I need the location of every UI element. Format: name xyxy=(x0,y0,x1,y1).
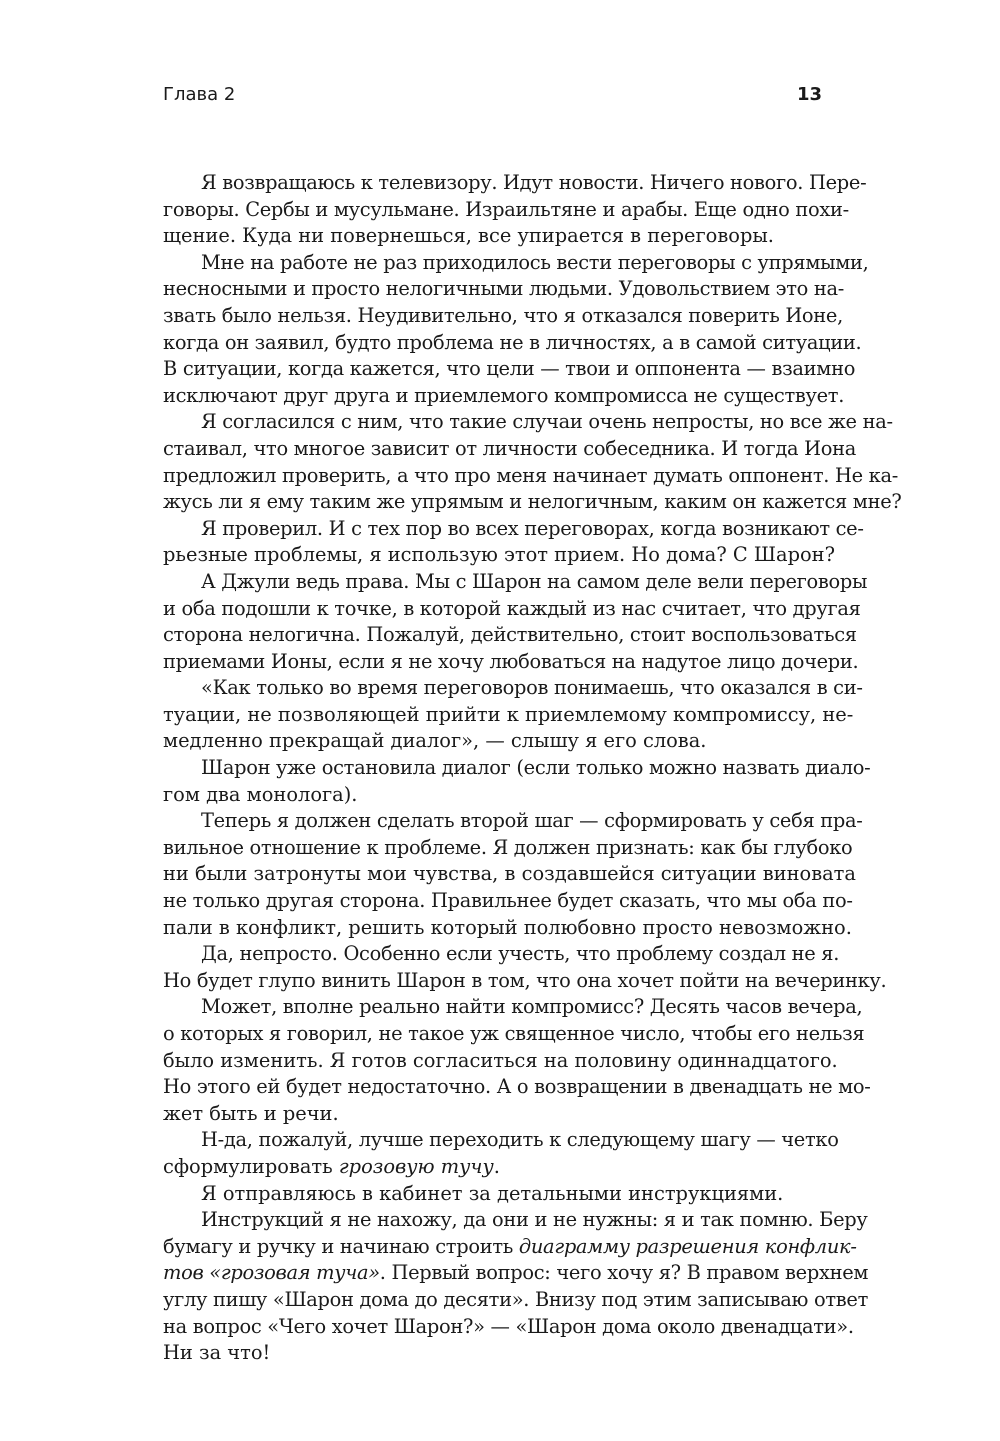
paragraph xyxy=(163,170,867,250)
paragraph xyxy=(163,755,871,808)
italic-term: диаграмму разрешения конфлик- xyxy=(518,1234,857,1258)
italic-term: грозовую тучу xyxy=(338,1154,494,1178)
text-line: жет быть и речи. xyxy=(163,1101,339,1125)
page-number: 13 xyxy=(796,84,822,105)
text-line: приемами Ионы, если я не хочу любоваться на надутое лицо дочери. xyxy=(163,649,859,673)
text-line: Но будет глупо винить Шарон в том, что она хочет пойти на вечеринку. xyxy=(163,968,887,992)
text-line: жусь ли я ему таким же упрямым и нелогичным, каким он кажется мне? xyxy=(163,490,902,514)
text-segment: . Первый вопрос: чего хочу я? В правом верхнем xyxy=(379,1261,869,1285)
text-line: туации, не позволяющей прийти к приемлемому компромиссу, не- xyxy=(163,702,854,726)
text-line: Я проверил. И с тех пор во всех переговорах, когда возникают се- xyxy=(201,516,864,540)
paragraph xyxy=(163,1127,839,1180)
text-line: Шарон уже остановила диалог (если только можно назвать диало- xyxy=(201,756,871,780)
text-line: Мне на работе не раз приходилось вести переговоры с упрямыми, xyxy=(201,250,869,274)
paragraph xyxy=(163,808,863,941)
paragraph xyxy=(163,675,863,755)
text-line: вильное отношение к проблеме. Я должен признать: как бы глубоко xyxy=(163,835,853,859)
text-line: углу пишу «Шарон дома до десяти». Внизу под этим записываю ответ xyxy=(163,1287,869,1311)
text-line xyxy=(163,1260,869,1287)
paragraph xyxy=(163,250,869,410)
text-line: о которых я говорил, не такое уж священное число, чтобы его нельзя xyxy=(163,1022,865,1045)
text-line xyxy=(163,1234,857,1261)
text-line: медленно прекращай диалог», — слышу я его слова. xyxy=(163,729,707,753)
text-line: Я отправляюсь в кабинет за детальными инструкциями. xyxy=(201,1181,784,1205)
text-line: «Как только во время переговоров понимаешь, что оказался в си- xyxy=(201,676,863,700)
text-line: когда он заявил, будто проблема не в личностях, а в самой ситуации. xyxy=(163,330,862,354)
text-line: и оба подошли к точке, в которой каждый из нас считает, что другая xyxy=(163,596,861,620)
text-line: пали в конфликт, решить который полюбовно просто невозможно. xyxy=(163,915,852,939)
text-line: не только другая сторона. Правильнее будет сказать, что мы оба по- xyxy=(163,889,853,913)
paragraph xyxy=(163,1207,869,1367)
text-segment: сформулировать xyxy=(163,1154,339,1178)
text-line: Может, вполне реально найти компромисс? Десять часов вечера, xyxy=(201,995,863,1019)
text-line: на вопрос «Чего хочет Шарон?» — «Шарон дома около двенадцати». xyxy=(163,1314,854,1338)
text-line: стаивал, что многое зависит от личности собеседника. И тогда Иона xyxy=(163,436,856,460)
paragraph xyxy=(163,409,902,515)
text-line: Но этого ей будет недостаточно. А о возвращении в двенадцать не мо- xyxy=(163,1075,871,1099)
body-text xyxy=(163,170,902,1367)
text-line: несносными и просто нелогичными людьми. Удовольствием это на- xyxy=(163,277,845,301)
paragraph xyxy=(163,1181,822,1208)
italic-term: тов «грозовая туча» xyxy=(163,1261,380,1285)
text-segment: . xyxy=(493,1154,500,1178)
paragraph xyxy=(163,516,864,569)
text-line: Теперь я должен сделать второй шаг — сформировать у себя пра- xyxy=(201,809,863,833)
text-line: Да, непросто. Особенно если учесть, что проблему создал не я. xyxy=(201,942,840,966)
text-line: звать было нельзя. Неудивительно, что я отказался поверить Ионе, xyxy=(163,303,843,327)
text-line: Н-да, пожалуй, лучше переходить к следующему шагу — четко xyxy=(201,1128,839,1152)
chapter-title: Глава 2 xyxy=(163,84,236,105)
text-line: гом два монолога). xyxy=(163,782,358,806)
text-line xyxy=(163,1154,822,1181)
text-line: Инструкций я не нахожу, да они и не нужны: я и так помню. Беру xyxy=(201,1208,868,1232)
text-line: щение. Куда ни повернешься, все упирается в переговоры. xyxy=(163,224,774,248)
text-segment: бумагу и ручку и начинаю строить xyxy=(163,1234,519,1258)
text-line: Я согласился с ним, что такие случаи очень непросты, но все же на- xyxy=(201,410,893,434)
text-line: Я возвращаюсь к телевизору. Идут новости. Ничего нового. Пере- xyxy=(201,171,867,194)
text-line: было изменить. Я готов согласиться на половину одиннадцатого. xyxy=(163,1048,838,1072)
text-line: рьезные проблемы, я использую этот прием. Но дома? С Шарон? xyxy=(163,543,835,567)
text-line: исключают друг друга и приемлемого компромисса не существует. xyxy=(163,383,845,407)
text-line: ни были затронуты мои чувства, в создавшейся ситуации виновата xyxy=(163,862,856,886)
paragraph xyxy=(163,569,868,675)
running-head xyxy=(163,84,822,112)
text-line: А Джули ведь права. Мы с Шарон на самом деле вели переговоры xyxy=(201,569,868,593)
text-line: говоры. Сербы и мусульмане. Израильтяне и арабы. Еще одно похи- xyxy=(163,197,849,221)
text-line: Ни за что! xyxy=(163,1341,271,1365)
paragraph xyxy=(163,994,871,1127)
paragraph xyxy=(163,941,887,994)
text-line: сторона нелогична. Пожалуй, действительно, стоит воспользоваться xyxy=(163,623,857,647)
text-line: предложил проверить, а что про меня начинает думать оппонент. Не ка- xyxy=(163,463,898,487)
text-line: В ситуации, когда кажется, что цели — твои и оппонента — взаимно xyxy=(163,357,856,381)
